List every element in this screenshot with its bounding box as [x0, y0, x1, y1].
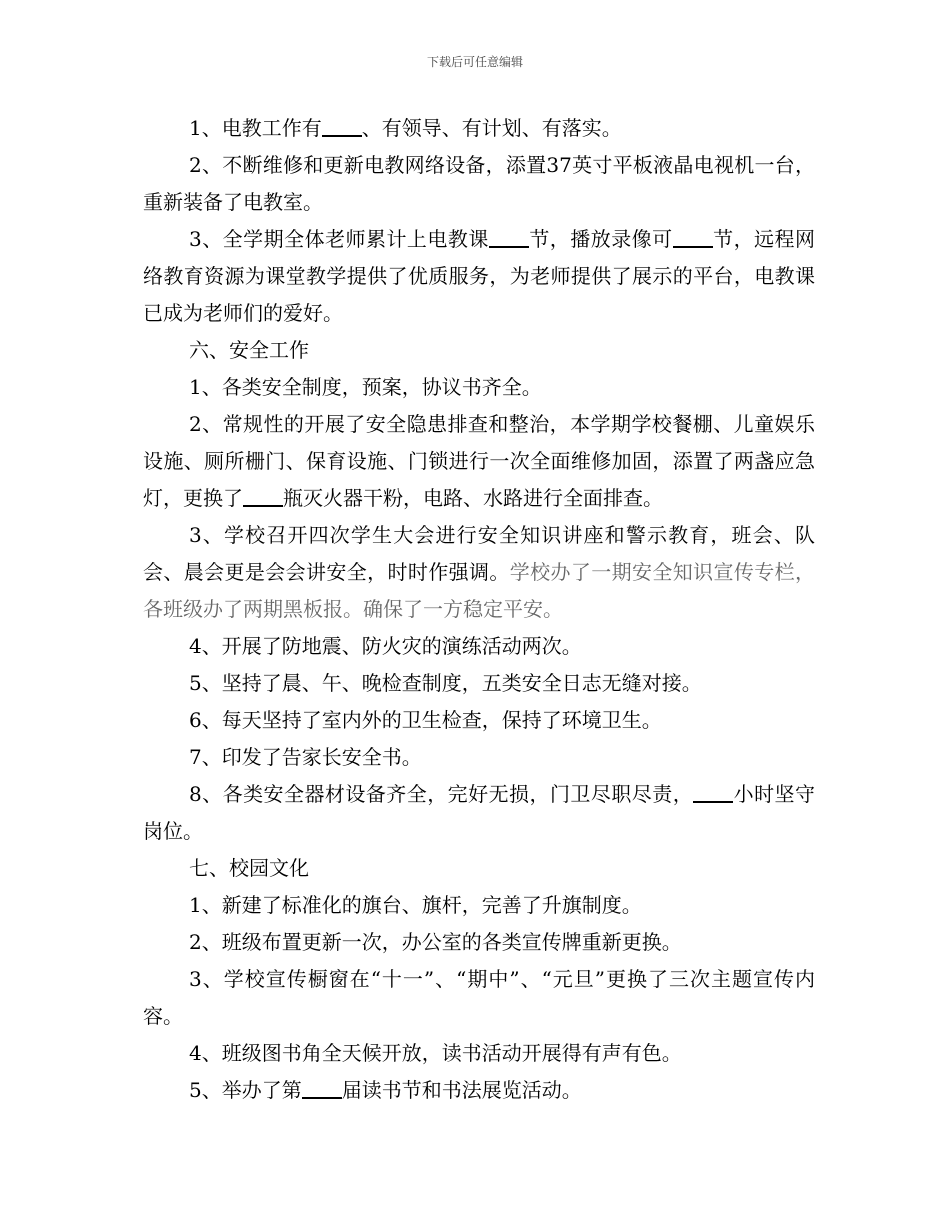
paragraph	[143, 887, 815, 924]
paragraph-text: 七、校园文化	[189, 856, 309, 880]
paragraph	[143, 628, 815, 665]
paragraph-text: 3、全学期全体老师累计上电教课	[189, 227, 489, 251]
paragraph	[143, 221, 815, 332]
document-body	[143, 110, 815, 1109]
paragraph-text: 2、常规性的开展了安全隐患排查和整治，本学期学校餐棚、儿童娱乐设施、厕所栅门、保育设施、门锁进行一次全面维修加固，添置了两盏应急灯，更换了	[143, 412, 815, 510]
paragraph-text: 1、新建了标准化的旗台、旗杆，完善了升旗制度。	[189, 893, 642, 917]
paragraph-text: 届读书节和书法展览活动。	[341, 1078, 582, 1102]
paragraph	[143, 702, 815, 739]
paragraph	[143, 1035, 815, 1072]
paragraph	[143, 1072, 815, 1109]
paragraph-text-gray: 学校办了一期安全知识宣传专栏，各班级办了两期黑板报。确保了一方稳定平安。	[143, 560, 815, 621]
paragraph-text: 2、不断维修和更新电教网络设备，添置37英寸平板液晶电视机一台，重新装备了电教室。	[143, 153, 815, 214]
paragraph	[143, 850, 815, 887]
paragraph-text: 1、各类安全制度，预案，协议书齐全。	[189, 375, 542, 399]
paragraph-text: 1、电教工作有	[189, 116, 322, 140]
fill-in-blank	[322, 117, 362, 137]
paragraph-text: 3、学校宣传橱窗在“十一”、“期中”、“元旦”更换了三次主题宣传内容。	[143, 967, 815, 1028]
paragraph-text: 4、班级图书角全天候开放，读书活动开展得有声有色。	[189, 1041, 682, 1065]
paragraph-text: 8、各类安全器材设备齐全，完好无损，门卫尽职尽责，	[189, 782, 694, 806]
paragraph	[143, 665, 815, 702]
fill-in-blank	[489, 228, 529, 248]
paragraph-text: 节，播放录像可	[528, 227, 673, 251]
paragraph	[143, 924, 815, 961]
paragraph-text: 节，远程网络教育资源为课堂教学提供了优质服务，为老师提供了展示的平台，电教课已成为老师们的爱好。	[143, 227, 816, 325]
paragraph-text: 6、每天坚持了室内外的卫生检查，保持了环境卫生。	[189, 708, 662, 732]
paragraph	[143, 110, 815, 147]
paragraph	[143, 776, 815, 850]
paragraph	[143, 517, 815, 628]
paragraph	[143, 406, 815, 517]
fill-in-blank	[673, 228, 713, 248]
paragraph-text: 5、举办了第	[189, 1078, 302, 1102]
paragraph	[143, 332, 815, 369]
paragraph-text: 3、学校召开四次学生大会进行安全知识讲座和警示教育，班会、队会、晨会更是会会讲安全，时时作强调。	[143, 523, 815, 584]
paragraph	[143, 147, 815, 221]
paragraph-text: 4、开展了防地震、防火灾的演练活动两次。	[189, 634, 582, 658]
paragraph-text: 7、印发了告家长安全书。	[189, 745, 422, 769]
paragraph-text: 小时坚守岗位。	[143, 782, 816, 843]
paragraph	[143, 369, 815, 406]
fill-in-blank	[243, 487, 283, 507]
paragraph	[143, 739, 815, 776]
fill-in-blank	[302, 1079, 342, 1099]
page-header: 下载后可任意编辑	[426, 55, 523, 69]
paragraph	[143, 961, 815, 1035]
fill-in-blank	[693, 783, 733, 803]
paragraph-text: 、有领导、有计划、有落实。	[361, 116, 622, 140]
paragraph-text: 2、班级布置更新一次，办公室的各类宣传牌重新更换。	[189, 930, 682, 954]
paragraph-text: 六、安全工作	[189, 338, 309, 362]
paragraph-text: 瓶灭火器干粉，电路、水路进行全面排查。	[283, 486, 663, 510]
paragraph-text: 5、坚持了晨、午、晚检查制度，五类安全日志无缝对接。	[189, 671, 702, 695]
